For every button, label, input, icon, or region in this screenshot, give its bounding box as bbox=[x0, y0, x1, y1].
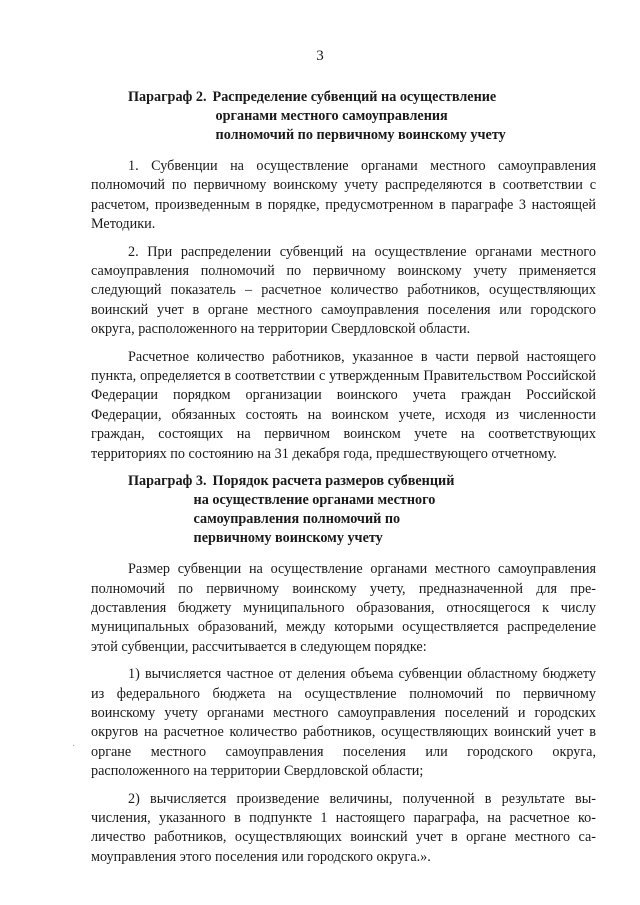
section-2-paragraph-3: Расчетное количество работников, указанное в части первой настоящего пункта, определяется в соответствии с утвержденным Правительством Российской Федерации порядком организации воинского учета граждан Российской Федерации, обязанных состоять на воинском учете, исходя из численности граждан, состоящих на первичном воинском учете на соответствующих территориях по состоянию на 31 декабря года, предшествующего отчетному. bbox=[91, 348, 596, 462]
section-3-heading bbox=[91, 472, 596, 548]
section-3-paragraph-2: 1) вычисляется частное от деления объема субвенции областному бюджету из федерального бюджета на осуществление полномочий по первичному воинскому учету органами местного самоуправления поселений и городских округов на расчетное количество работников, осуществляющих воинский учет в органе местного самоуправления поселения или городского округа, расположенного на территории Свердловской области; bbox=[91, 666, 596, 780]
section-3-paragraph-3: 2) вычисляется произведение величины, полученной в результате вычисления, указанного в подпункте 1 настоящего параграфа, на расчетное количество работников, осуществляющих воинский учет в органе местного самоуправления этого поселения или городского округа.». bbox=[91, 790, 596, 865]
section-2-title-line: Распределение субвенций на осуществление bbox=[212, 89, 497, 105]
section-2-paragraph-1: 1. Субвенции на осуществление органами местного самоуправления полномочий по первичному воинскому учету распределяются в соответствии с расчетом, произведенным в порядке, предусмотренном в параграфе 3 настоящей Методики. bbox=[91, 158, 596, 233]
section-2-title bbox=[213, 88, 506, 145]
section-3-title-line: самоуправления полномочий по bbox=[193, 511, 401, 528]
section-3-title-line: первичному воинскому учету bbox=[193, 530, 383, 547]
section-3-label: Параграф 3. bbox=[128, 473, 207, 490]
section-3-title bbox=[193, 472, 455, 548]
section-2-paragraph-2: 2. При распределении субвенций на осуществление органами местного самоуправления полномочий по первичному воинскому учету применяется следующий показатель – расчетное количество работников, осуществляющих воинский учет в органе местного самоуправления поселения или городского округа, расположенного на территории Свердловской области. bbox=[91, 243, 596, 338]
section-2-heading bbox=[91, 88, 596, 145]
section-3-paragraph-1: Размер субвенции на осуществление органами местного самоуправления полномочий по первичному воинскому учету, предназначенной для предоставления бюджету муниципального образования, относящегося к числу муниципальных образований, между которыми осуществляется распределение этой субвенции, рассчитывается в следующем порядке: bbox=[91, 561, 596, 655]
section-3-title-line: Порядок расчета размеров субвенций bbox=[212, 473, 455, 490]
document-body bbox=[91, 88, 596, 875]
section-3-title-line: на осуществление органами местного bbox=[193, 492, 436, 509]
section-2-label: Параграф 2. bbox=[128, 89, 207, 105]
section-2-title-line: органами местного самоуправления bbox=[215, 108, 448, 124]
page-number: 3 bbox=[316, 48, 324, 64]
scan-artifact-mark: · bbox=[72, 741, 76, 752]
section-2-title-line: полномочий по первичному воинскому учету bbox=[215, 127, 506, 143]
